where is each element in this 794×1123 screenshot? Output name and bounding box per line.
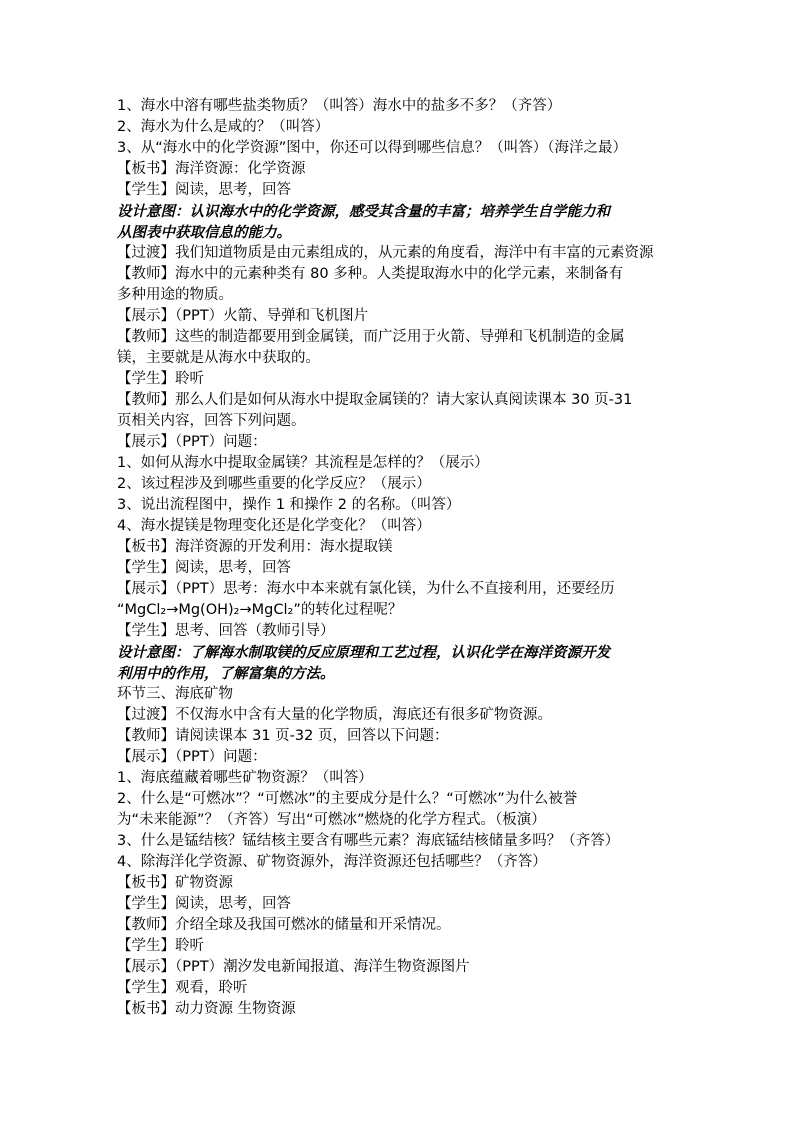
question-line: 1、海底蕴藏着哪些矿物资源？（叫答） <box>117 770 373 786</box>
design-intent-line: 设计意图：了解海水制取镁的反应原理和工艺过程，认识化学在海洋资源开发 <box>117 644 610 661</box>
student-line: 【学生】阅读，思考，回答 <box>117 182 291 198</box>
section-heading: 环节三、海底矿物 <box>117 686 233 702</box>
board-note-line: 【板书】矿物资源 <box>117 875 233 891</box>
board-note-line: 【板书】海洋资源：化学资源 <box>117 161 306 177</box>
student-line: 【学生】阅读，思考，回答 <box>117 560 291 576</box>
teacher-line: 页相关内容，回答下列问题。 <box>117 413 306 429</box>
student-line: 【学生】聆听 <box>117 938 204 954</box>
display-line: 【展示】（PPT）思考：海水中本来就有氯化镁，为什么不直接利用，还要经历 <box>117 581 615 597</box>
teacher-line: 【教师】那么人们是如何从海水中提取金属镁的？请大家认真阅读课本 30 页-31 <box>117 392 633 408</box>
transition-line: 【过渡】不仅海水中含有大量的化学物质，海底还有很多矿物资源。 <box>117 707 552 723</box>
question-line: 3、说出流程图中，操作 1 和操作 2 的名称。（叫答） <box>117 497 461 513</box>
question-line: 3、什么是锰结核？锰结核主要含有哪些元素？海底锰结核储量多吗？（齐答） <box>117 833 620 849</box>
transition-line: 【过渡】我们知道物质是由元素组成的，从元素的角度看，海洋中有丰富的元素资源 <box>117 245 654 261</box>
student-line: 【学生】聆听 <box>117 371 204 387</box>
question-line: 4、除海洋化学资源、矿物资源外，海洋资源还包括哪些？（齐答） <box>117 854 547 870</box>
question-line: 4、海水提镁是物理变化还是化学变化？（叫答） <box>117 518 431 534</box>
design-intent-line: 设计意图：认识海水中的化学资源，感受其含量的丰富；培养学生自学能力和 <box>117 203 610 220</box>
question-line: 3、从“海水中的化学资源”图中，你还可以得到哪些信息？（叫答）（海洋之最） <box>117 140 627 156</box>
teacher-line: 【教师】介绍全球及我国可燃冰的储量和开采情况。 <box>117 917 451 933</box>
board-note-line: 【板书】海洋资源的开发利用：海水提取镁 <box>117 539 393 555</box>
board-note-line: 【板书】动力资源 生物资源 <box>117 1001 296 1017</box>
display-line: “MgCl₂→Mg(OH)₂→MgCl₂”的转化过程呢？ <box>117 602 403 618</box>
question-line: 2、该过程涉及到哪些重要的化学反应？（展示） <box>117 476 431 492</box>
student-line: 【学生】思考、回答（教师引导） <box>117 623 335 639</box>
teacher-line: 镁，主要就是从海水中获取的。 <box>117 350 320 366</box>
question-line: 1、海水中溶有哪些盐类物质？（叫答）海水中的盐多不多？（齐答） <box>117 98 562 114</box>
teacher-line: 【教师】海水中的元素种类有 80 多种。人类提取海水中的化学元素，来制备有 <box>117 266 624 282</box>
design-intent-line: 利用中的作用，了解富集的方法。 <box>117 665 335 682</box>
student-line: 【学生】阅读，思考，回答 <box>117 896 291 912</box>
display-line: 【展示】（PPT）问题： <box>117 434 267 450</box>
display-line: 【展示】（PPT）问题： <box>117 749 267 765</box>
teacher-line: 多种用途的物质。 <box>117 287 233 303</box>
question-line: 1、如何从海水中提取金属镁？其流程是怎样的？（展示） <box>117 455 489 471</box>
teacher-line: 【教师】请阅读课本 31 页-32 页，回答以下问题： <box>117 728 449 744</box>
student-line: 【学生】观看，聆听 <box>117 980 248 996</box>
teacher-line: 【教师】这些的制造都要用到金属镁，而广泛用于火箭、导弹和飞机制造的金属 <box>117 329 625 345</box>
display-line: 【展示】（PPT）潮汐发电新闻报道、海洋生物资源图片 <box>117 959 470 975</box>
display-line: 【展示】（PPT）火箭、导弹和飞机图片 <box>117 308 369 324</box>
question-line: 2、什么是“可燃冰”？“可燃冰”的主要成分是什么？“可燃冰”为什么被誉 <box>117 791 578 807</box>
question-line: 2、海水为什么是咸的？（叫答） <box>117 119 330 135</box>
design-intent-line: 从图表中获取信息的能力。 <box>117 224 291 241</box>
question-line: 为“未来能源”？（齐答）写出“可燃冰”燃烧的化学方程式。（板演） <box>117 812 546 828</box>
